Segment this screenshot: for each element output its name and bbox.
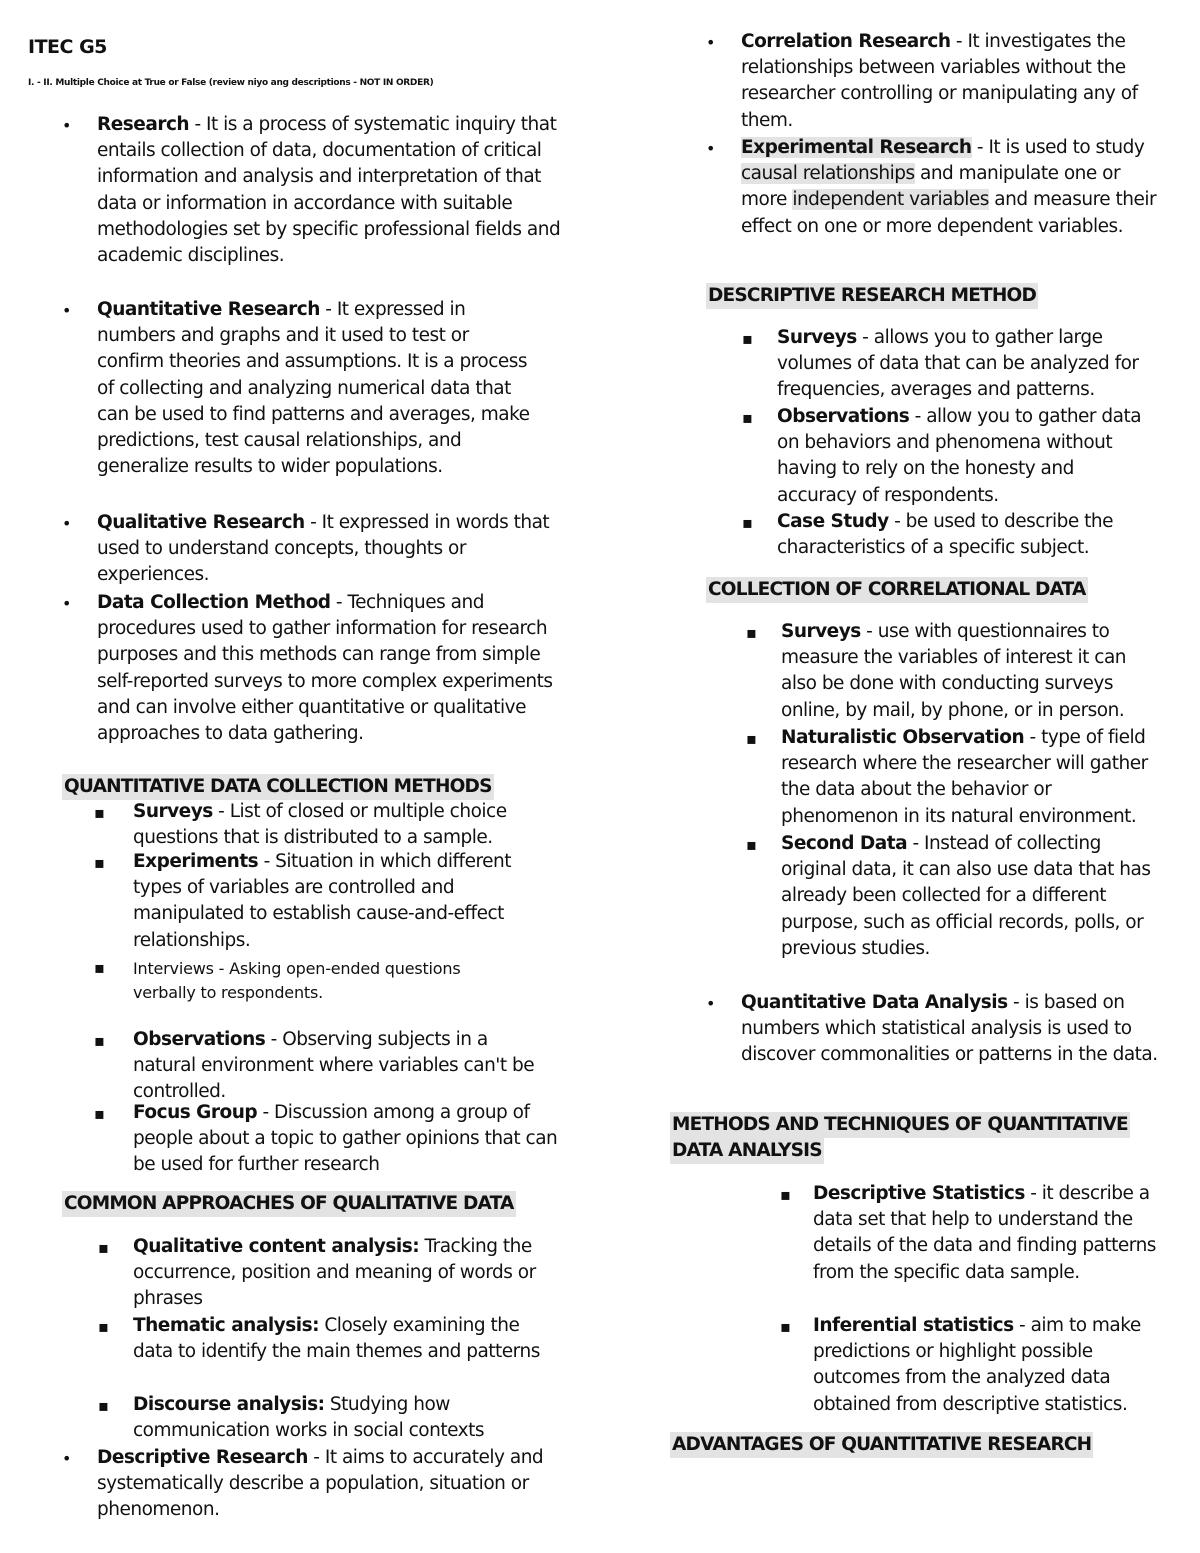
bullet xyxy=(98,1314,109,1340)
correlational-surveys: Surveys - use with questionnaires to measure the variables of interest it can also be done with conducting surveys online, by mail, by phone, or in person. xyxy=(781,621,1127,721)
bullet xyxy=(742,405,753,431)
heading-qualitative-approaches: COMMON APPROACHES OF QUALITATIVE DATA xyxy=(62,1191,516,1217)
bullet xyxy=(746,620,757,646)
correlational-naturalistic-observation: Naturalistic Observation - type of field research where the researcher will gather the data about the behavior or phenomenon in its natural environment. xyxy=(781,727,1148,827)
bullet xyxy=(94,1028,105,1054)
definition-descriptive-research: Descriptive Research - It aims to accurately and systematically describe a population, situation or phenomenon. xyxy=(97,1447,544,1521)
bullet xyxy=(94,955,105,981)
bullet xyxy=(706,30,715,56)
bullet xyxy=(62,113,71,139)
method-experiments: Experiments - Situation in which different types of variables are controlled and manipulated to establish cause-and-effect relationships. xyxy=(133,851,512,951)
approach-discourse-analysis: Discourse analysis: Studying how communication works in social contexts xyxy=(133,1394,484,1442)
bullet xyxy=(706,136,715,162)
bullet xyxy=(746,726,757,752)
heading-advantages: ADVANTAGES OF QUANTITATIVE RESEARCH xyxy=(670,1432,1093,1458)
definition-experimental-research: Experimental Research - It is used to study causal relationships and manipulate one or more independent variables and measure their effect on one or more dependent variables. xyxy=(741,137,1157,237)
heading-quantitative-methods: QUANTITATIVE DATA COLLECTION METHODS xyxy=(62,774,494,800)
document-title: ITEC G5 xyxy=(28,36,107,58)
bullet xyxy=(94,850,105,876)
method-surveys: Surveys - List of closed or multiple choice questions that is distributed to a sample. xyxy=(133,801,507,849)
definition-data-collection-method: Data Collection Method - Techniques and procedures used to gather information for research purposes and this methods can range from simple self-reported surveys to more complex experiments and can involve either quantitative or qualitative approaches to data gathering. xyxy=(97,592,553,745)
bullet xyxy=(94,1101,105,1127)
bullet xyxy=(742,510,753,536)
descriptive-case-study: Case Study - be used to describe the characteristics of a specific subject. xyxy=(777,511,1114,559)
method-interviews: Interviews - Asking open-ended questions verbally to respondents. xyxy=(133,959,461,1002)
bullet xyxy=(62,1446,71,1472)
technique-inferential-statistics: Inferential statistics - aim to make predictions or highlight possible outcomes from the analyzed data obtained from descriptive statistics. xyxy=(813,1315,1141,1415)
descriptive-observations: Observations - allow you to gather data on behaviors and phenomena without having to rely on the honesty and accuracy of respondents. xyxy=(777,406,1142,506)
heading-methods-techniques-line2: DATA ANALYSIS xyxy=(670,1138,824,1164)
bullet xyxy=(62,298,71,324)
bullet xyxy=(706,991,715,1017)
approach-content-analysis: Qualitative content analysis: Tracking the occurrence, position and meaning of words or phrases xyxy=(133,1236,536,1310)
bullet xyxy=(94,800,105,826)
bullet xyxy=(62,591,71,617)
bullet xyxy=(62,511,71,537)
technique-descriptive-statistics: Descriptive Statistics - it describe a data set that help to understand the details of the data and finding patterns from the specific data sample. xyxy=(813,1183,1156,1283)
heading-correlational-data: COLLECTION OF CORRELATIONAL DATA xyxy=(706,577,1088,603)
bullet xyxy=(780,1314,791,1340)
bullet xyxy=(98,1393,109,1419)
heading-methods-techniques-line1: METHODS AND TECHNIQUES OF QUANTITATIVE xyxy=(670,1112,1130,1138)
definition-quantitative-research: Quantitative Research - It expressed in numbers and graphs and it used to test or confirm theories and assumptions. It is a process of collecting and analyzing numerical data that can be used to find patterns and averages, make predictions, test causal relationships, and generalize results to wider populations. xyxy=(97,299,530,478)
document-subtitle: I. - II. Multiple Choice at True or False (review niyo ang descriptions - NOT IN ORDER) xyxy=(28,78,434,88)
bullet xyxy=(742,326,753,352)
approach-thematic-analysis: Thematic analysis: Closely examining the data to identify the main themes and patterns xyxy=(133,1315,540,1363)
correlational-second-data: Second Data - Instead of collecting original data, it can also use data that has already been collected for a different purpose, such as official records, polls, or previous studies. xyxy=(781,833,1151,959)
bullet xyxy=(746,832,757,858)
definition-quantitative-data-analysis: Quantitative Data Analysis - is based on numbers which statistical analysis is used to discover commonalities or patterns in the data. xyxy=(741,992,1158,1066)
heading-descriptive-method: DESCRIPTIVE RESEARCH METHOD xyxy=(706,283,1038,309)
bullet xyxy=(98,1235,109,1261)
method-focus-group: Focus Group - Discussion among a group of people about a topic to gather opinions that can be used for further research xyxy=(133,1102,558,1176)
definition-research: Research - It is a process of systematic inquiry that entails collection of data, documentation of critical information and analysis and interpretation of that data or information in accordance with suitable methodologies set by specific professional fields and academic disciplines. xyxy=(97,114,561,267)
method-observations: Observations - Observing subjects in a natural environment where variables can't be controlled. xyxy=(133,1029,535,1103)
definition-qualitative-research: Qualitative Research - It expressed in words that used to understand concepts, thoughts or experiences. xyxy=(97,512,550,586)
descriptive-surveys: Surveys - allows you to gather large volumes of data that can be analyzed for frequencies, averages and patterns. xyxy=(777,327,1139,401)
bullet xyxy=(780,1182,791,1208)
definition-correlation-research: Correlation Research - It investigates the relationships between variables without the researcher controlling or manipulating any of them. xyxy=(741,31,1138,131)
